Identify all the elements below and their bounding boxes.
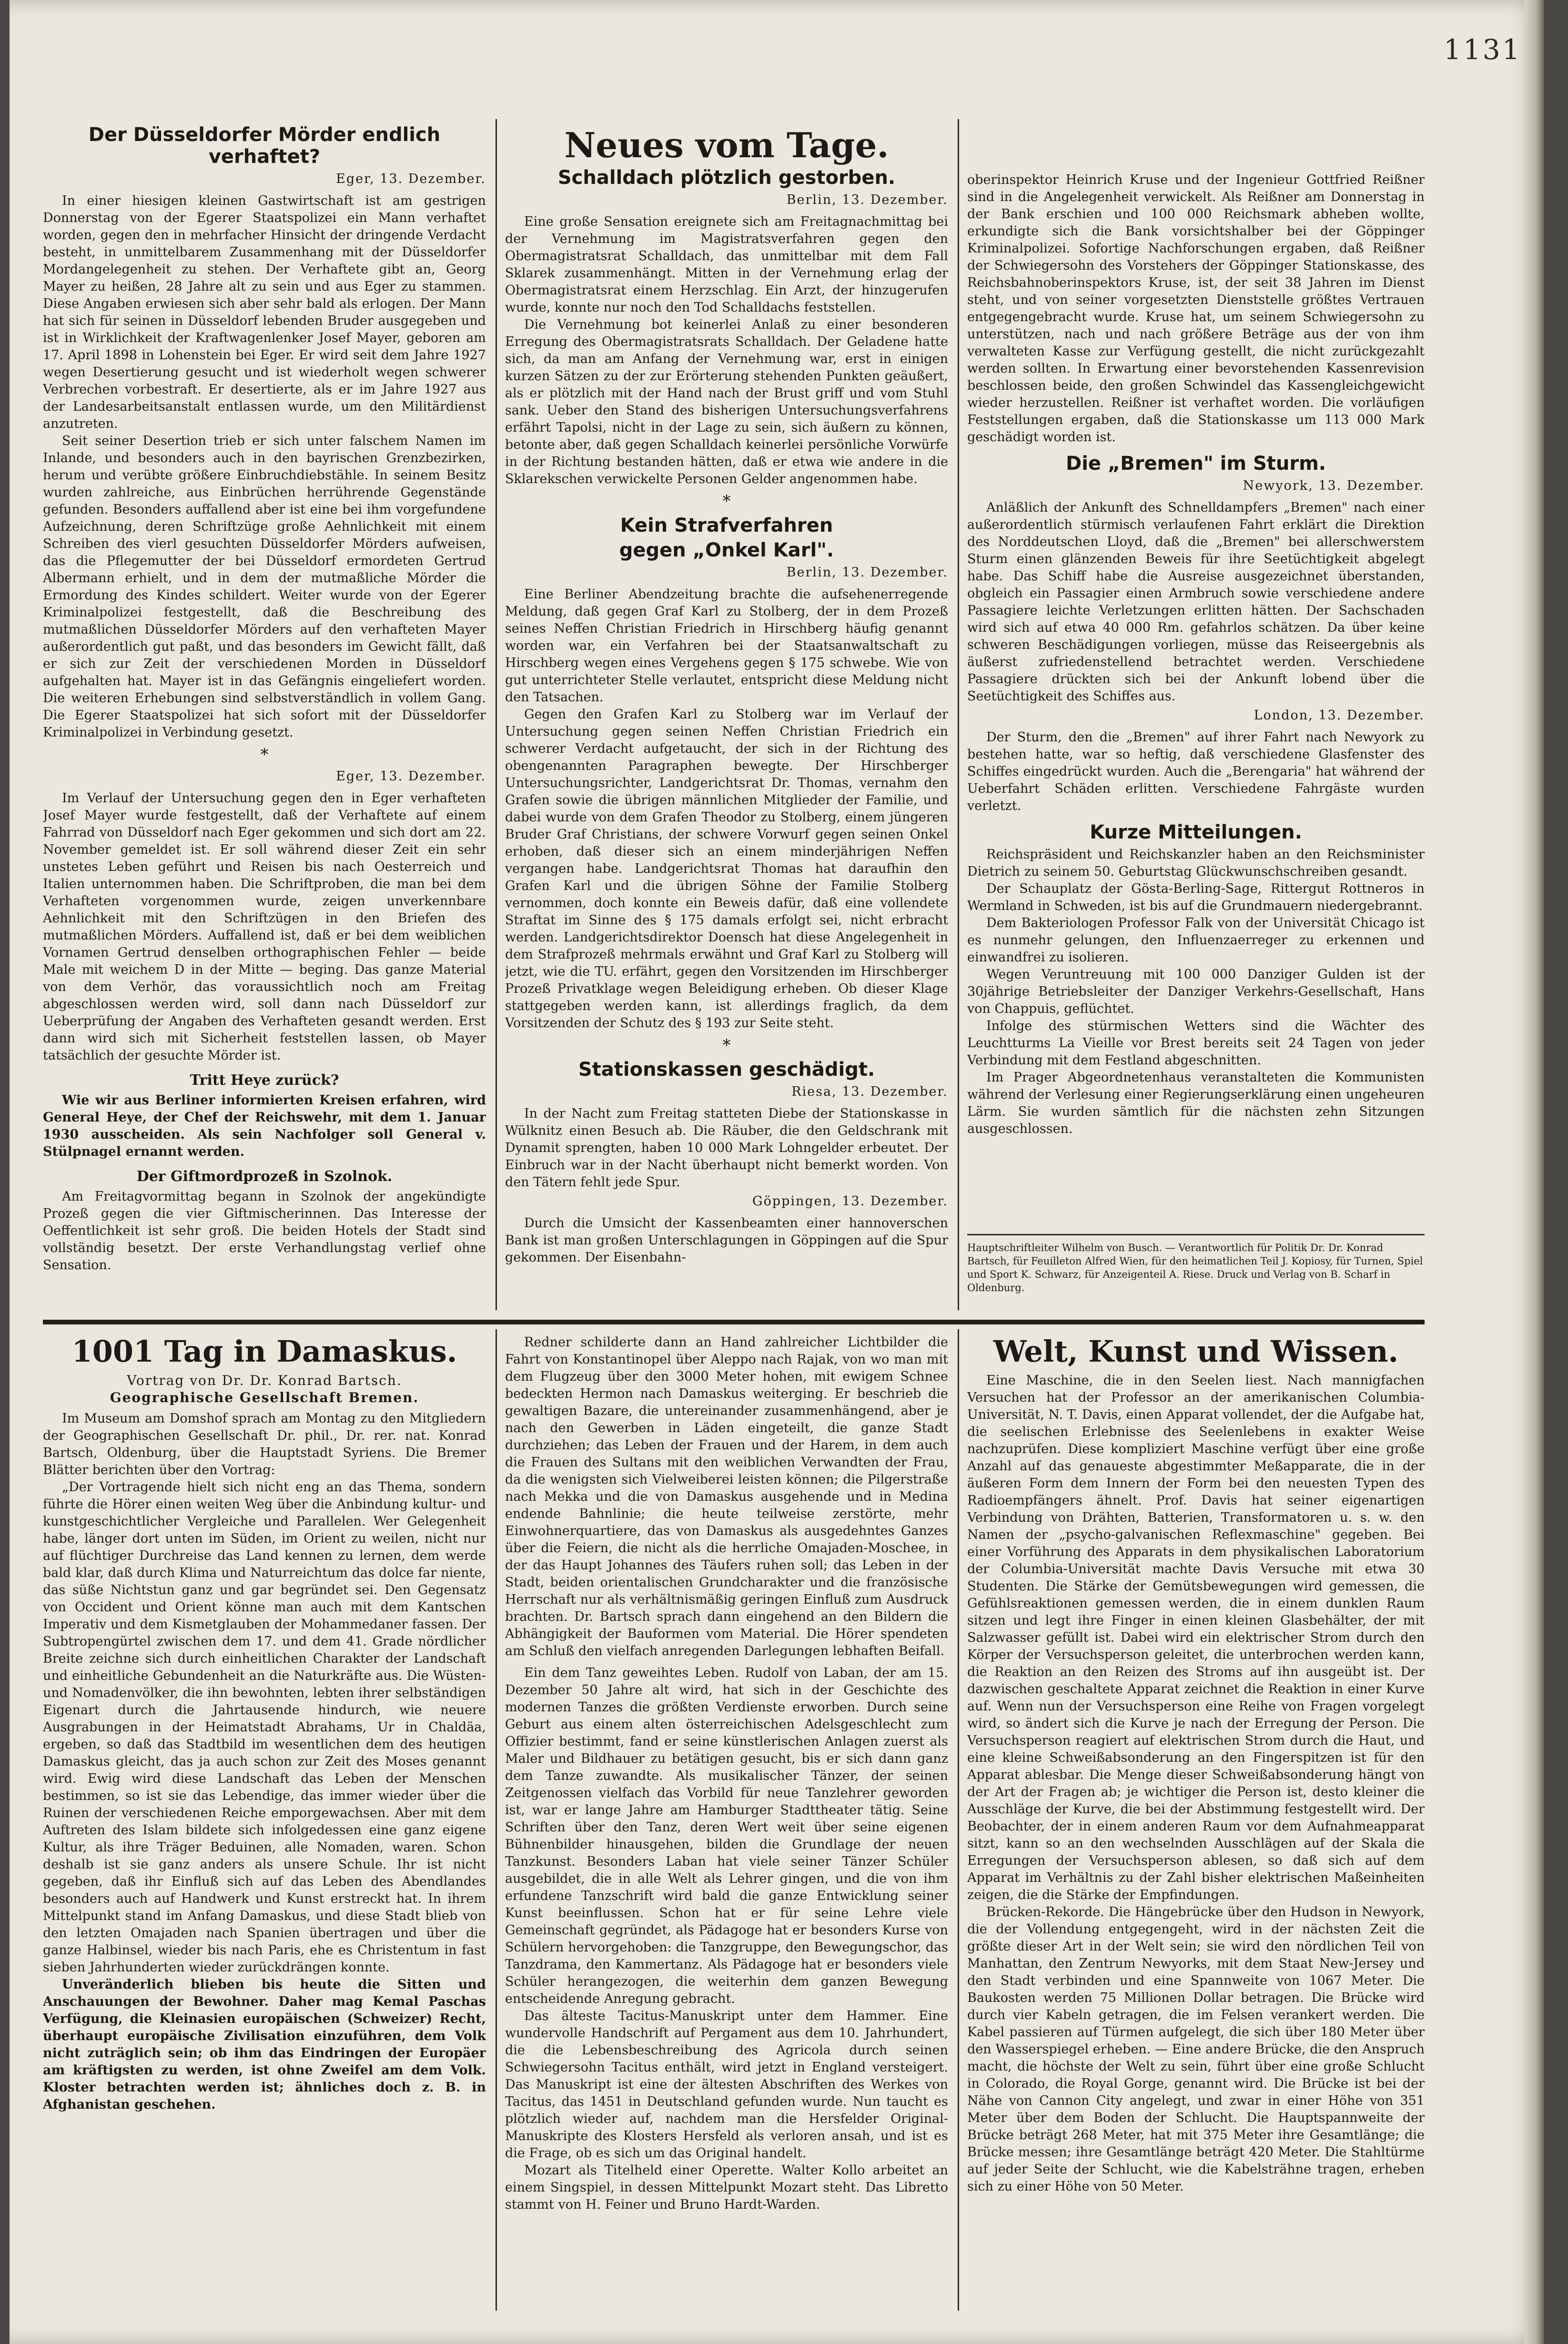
welt-kunst-wissen-headline: Welt, Kunst und Wissen. <box>993 1334 1399 1369</box>
stationskassen-headline: Stationskassen geschädigt. <box>578 1059 875 1081</box>
article-text: Eine Berliner Abendzeitung brachte die aufsehenerregende Meldung, daß gegen Graf Karl zu Stolberg, der in dem Prozeß seines Neffen Christian Friedrich in Hirschberg häufig genannt worden war, ein Verfahren bei der Staatsanwaltschaft zu Hirschberg wegen eines Vergehens gegen § 175 schwebe. Wie von gut unterrichteter Stelle verlautet, entspricht diese Meldung nicht den Tatsachen. <box>505 587 948 705</box>
column-2 <box>505 124 948 1310</box>
article-text: Infolge des stürmischen Wetters sind die Wächter des Leuchtturms La Vieille vor Brest bereits seit 24 Tagen von jeder Verbindung mit dem Festland abgeschnitten. <box>967 1019 1425 1068</box>
dateline: Berlin, 13. Dezember. <box>786 565 948 580</box>
article-text: Im Prager Abgeordnetenhaus veranstalteten die Kommunisten während der Verlesung einer Regierungserklärung einen ungeheuren Lärm. Sie wurden sämtlich für die nächsten zehn Sitzungen ausgeschlossen. <box>967 1070 1425 1136</box>
article-text: Am Freitagvormittag begann in Szolnok der angekündigte Prozeß gegen die vier Giftmischerinnen. Das Interesse der Oeffentlichkeit ist sehr groß. Die beiden Hotels der Stadt sind vollständig besetzt. Der erste Verhandlungstag verlief ohne Sensation. <box>43 1189 486 1273</box>
article-text: Eine große Sensation ereignete sich am Freitagnachmittag bei der Vernehmung im Magistratsverfahren gegen den Obermagistratsrat Schalldach, das unmittelbar mit dem Fall Sklarek zusammenhängt. Mitten in der Vernehmung erlag der Obermagistratsrat einem Herzschlag. Ein Arzt, der hinzugerufen wurde, konnte nur noch den Tod Schalldachs feststellen. <box>505 214 948 315</box>
imprint: Hauptschriftleiter Wilhelm von Busch. — Verantwortlich für Politik Dr. Dr. Konrad Bartsch, für Feuilleton Alfred Wien, für den heimatlichen Teil J. Kopiosy, für Turnen, Spiel und Sport K. Schwarz, für Anzeigenteil A. Riese. Druck und Verlag von B. Scharf in Oldenburg. <box>967 1242 1423 1293</box>
karl-headline-2: gegen „Onkel Karl". <box>619 539 834 561</box>
dateline: London, 13. Dezember. <box>1254 708 1425 723</box>
article-text: oberinspektor Heinrich Kruse und der Ingenieur Gottfried Reißner sind in die Angelegenheit verwickelt. Als Reißner am Donnerstag in der Bank erschien und 100 000 Reichsmark abheben wollte, erkundigte sich die Bank vorsichtshalber bei der Göppinger Kriminalpolizei. Sofortige Nachforschungen ergaben, daß Reißner der Schwiegersohn des Vorstehers der Göppinger Stationskasse, des Reichsbahnoberinspektors Kruse, ist, der seit 38 Jahren im Dienst steht, und von seiner vorgesetzten Dienststelle größtes Vertrauen entgegengebracht wurde. Kruse hat, um seinem Schwiegersohn zu unterstützen, nach und nach größere Beträge aus der von ihm verwalteten Kasse zur Verfügung gestellt, die nicht zurückgezahlt werden sollten. In Erwartung einer bevorstehenden Kassenrevision beschlossen beide, den großen Schwindel das Kassengleichgewicht wieder herzustellen. Reißner ist verhaftet worden. Die vorläufigen Feststellungen ergaben, daß die Stationskasse um 113 000 Mark geschädigt worden ist. <box>967 172 1425 445</box>
article-text: Anläßlich der Ankunft des Schnelldampfers „Bremen" nach einer außerordentlich stürmisch verlaufenen Fahrt erklärt die Direktion des Norddeutschen Lloyd, daß die „Bremen" bei allerschwerstem Sturm einen glänzenden Beweis für ihre Seetüchtigkeit abgelegt habe. Das Schiff habe die Ausreise ausgezeichnet überstanden, obgleich ein Passagier einen Armbruch sowie verschiedene andere Passagiere leichte Verletzungen erlitten hätten. Der Sachschaden wird sich auf etwa 40 000 Rm. gefahrlos schätzen. Da über keine schweren Beschädigungen vorliegen, müsse das Reiseergebnis als äußerst zufriedenstellend betrachtet werden. Verschiedene Passagiere drückten sich bei der Ankunft lobend über die Seetüchtigkeit des Schiffes aus. <box>967 500 1425 704</box>
bottom-column-2 <box>505 1334 948 2306</box>
page-number: 1131 <box>1444 33 1522 66</box>
damaskus-headline: 1001 Tag in Damaskus. <box>71 1334 457 1369</box>
dateline: Berlin, 13. Dezember. <box>786 192 948 207</box>
page-edge <box>1525 0 1544 2344</box>
article-text: Mozart als Titelheld einer Operette. Walter Kollo arbeitet an einem Singspiel, in dessen Mittelpunkt Mozart steht. Das Libretto stammt von H. Feiner und Bruno Hardt-Warden. <box>505 2163 948 2212</box>
article-text: Der Sturm, den die „Bremen" auf ihrer Fahrt nach Newyork zu bestehen hatte, war so heftig, daß verschiedene Glasfenster des Schiffes eingedrückt wurden. Auch die „Berengaria" hat während der Ueberfahrt Schäden erlitten. Verschiedene Fahrgäste wurden verletzt. <box>967 730 1425 813</box>
article-text: Durch die Umsicht der Kassenbeamten einer hannoverschen Bank ist man großen Unterschlagungen in Göppingen auf die Spur gekommen. Der Eisenbahn- <box>505 1216 948 1265</box>
heye-headline: Tritt Heye zurück? <box>190 1072 339 1089</box>
section-divider <box>43 1320 1425 1324</box>
lecture-subline: Vortrag von Dr. Dr. Konrad Bartsch. <box>127 1373 402 1388</box>
separator-star: * <box>260 745 269 764</box>
article-text: Dem Bakteriologen Professor Falk von der Universität Chicago ist es nunmehr gelungen, den Influenzaerreger zu erkennen und einwandfrei zu isolieren. <box>967 916 1425 965</box>
article-text: Im Museum am Domshof sprach am Montag zu den Mitgliedern der Geographischen Gesellschaft Dr. phil., Dr. rer. nat. Konrad Bartsch, Oldenburg, über die Hauptstadt Syriens. Die Bremer Blätter berichten über den Vortrag: <box>43 1411 486 1477</box>
dateline: Eger, 13. Dezember. <box>336 172 486 186</box>
article-text: Der Schauplatz der Gösta-Berling-Sage, Rittergut Rottneros in Wermland in Schweden, ist bis auf die Grundmauern niedergebrannt. <box>967 881 1425 913</box>
article-text: In einer hiesigen kleinen Gastwirtschaft ist am gestrigen Donnerstag von der Egerer Staatspolizei ein Mann verhaftet worden, gegen den in mehrfacher Hinsicht der dringende Verdacht besteht, in unmittelbarem Zusammenhang mit der Düsseldorfer Mordangelegenheit zu stehen. Der Verhaftete gibt an, Georg Mayer zu heißen, 28 Jahre alt zu sein und aus Eger zu stammen. Diese Angaben erwiesen sich aber sehr bald als erlogen. Der Mann hat sich für seinen in Düsseldorf lebenden Bruder ausgegeben und ist in Wirklichkeit der Kraftwagenlenker Josef Mayer, geboren am 17. April 1898 in Lohenstein bei Eger. Er wird seit dem Jahre 1927 wegen Desertierung gesucht und ist wiederholt wegen schwerer Verbrechen vorbestraft. Er desertierte, als er im Jahre 1927 aus der Landesarbeitsanstalt entlassen wurde, um den Militärdienst anzutreten. <box>43 193 486 431</box>
duesseldorf-headline: Der Düsseldorfer Mörder endlich verhaftet? <box>88 124 441 168</box>
separator-star: * <box>722 1036 731 1055</box>
article-text: „Der Vortragende hielt sich nicht eng an das Thema, sondern führte die Hörer einen weiten Weg über die Anbindung kultur- und kunstgeschichtlicher Vergleiche und Parallelen. Wer Gelegenheit habe, länger dort unten im Süden, im Orient zu weilen, nicht nur auf flüchtiger Durchreise das Land kennen zu lernen, dem werde bald klar, daß durch Klima und Naturreichtum das dolce far niente, das süße Nichtstun ganz und gar begründet sei. Den Gegensatz von Occident und Orient könne man auch mit dem Kantschen Imperativ und dem Kismetglauben der Mohammedaner fassen. Der Subtropengürtel zwischen dem 17. und dem 41. Grade nördlicher Breite zeichne sich durch einheitlichen Charakter der Landschaft und einheitliche Gebundenheit an die Naturkräfte aus. Die Wüsten- und Nomadenvölker, die ihn bewohnten, lebten ihrer selbständigen Eigenart durch die Jahrtausende hindurch, wie neuere Ausgrabungen in der Heimatstadt Abrahams, Ur in Chaldäa, ergeben, so daß das Stadtbild im wesentlichen dem des heutigen Damaskus gleicht, das ja auch schon zur Zeit des Moses genannt wird. Ewig wird diese Landschaft das Leben der Menschen bestimmen, so ist sie das Lebendige, das immer wieder über die Ruinen der verschiedenen Reiche emporgewachsen. Aber mit dem Auftreten des Islam bildete sich infolgedessen eine ganz eigene Kultur, als ihre Träger Beduinen, alle Nomaden, waren. Schon deshalb ist sie ganz anders als unsere Schule. Ihr ist nicht gegeben, daß ihr Einfluß sich auf das Leben des Abendlandes besonders auch auf Handwerk und Kunst erstreckt hat. In ihrem Mittelpunkt stand im Anfang Damaskus, und diese Stadt blieb von den letzten Omajaden nach Spanien übertragen und über die ganze Halbinsel, wieder bis nach Paris, ehe es Christentum in fast sieben Jahrhunderten wieder zurückdrängen konnte. <box>43 1480 486 1975</box>
article-text: Das älteste Tacitus-Manuskript unter dem Hammer. Eine wundervolle Handschrift auf Pergament aus dem 10. Jahrhundert, die die Lebensbeschreibung des Agricola durch seinen Schwiegersohn Tacitus enthält, wird jetzt in England versteigert. Das Manuskript ist eine der ältesten Abschriften des Werkes von Tacitus, das 1451 in Deutschland gefunden wurde. Nun taucht es plötzlich wieder auf, nachdem man die Hersfelder Original-Manuskripte des Klosters Hersfeld als verloren ansah, und ist es die Frage, ob es sich um das Original handelt. <box>505 2009 948 2161</box>
schalldach-headline: Schalldach plötzlich gestorben. <box>557 167 896 189</box>
article-text: Reichspräsident und Reichskanzler haben an den Reichsminister Dietrich zu seinem 50. Geburtstag Glückwunschschreiben gesandt. <box>967 847 1425 879</box>
article-text: Gegen den Grafen Karl zu Stolberg war im Verlauf der Untersuchung gegen seinen Neffen Christian Friedrich ein schwerer Verdacht aufgetaucht, der sich in der Richtung des obengenannten Paragraphen bewegte. Der Hirschberger Untersuchungsrichter, Landgerichtsrat Dr. Thomas, vernahm den Grafen sowie die übrigen männlichen Mitglieder der Familie, und dabei wurde von dem Grafen Theodor zu Stolberg, einem jüngeren Bruder Graf Christians, der schwere Vorwurf gegen seinen Onkel erhoben, daß dieser sich an einem minderjährigen Neffen vergangen habe. Landgerichtsrat Thomas hat daraufhin den Grafen Karl und die übrigen Söhne der Familie Stolberg vernommen, doch konnte ein Beweis dafür, daß eine vollendete Straftat im Sinne des § 175 damals erfolgt sei, nicht erbracht werden. Landgerichtsdirektor Doensch hat diese Angelegenheit in dem Strafprozeß mehrmals erwähnt und Graf Karl zu Stolberg will jetzt, wie die TU. erfährt, gegen den Vorsitzenden im Hirschberger Prozeß Privatklage wegen Beleidigung erheben. Ob dieser Klage stattgegeben werden kann, ist allerdings fraglich, da dem Vorsitzenden der Schutz des § 193 zur Seite steht. <box>505 707 948 1031</box>
article-text: Die Vernehmung bot keinerlei Anlaß zu einer besonderen Erregung des Obermagistratsrats Schalldach. Der Geladene hatte sich, da man am Anfang der Vernehmung war, erst in einigen kurzen Sätzen zu der zur Erörterung stehenden Punkten geäußert, als er plötzlich mit der Hand nach der Brust griff und vom Stuhl sank. Ueber den Stand des bisherigen Untersuchungsverfahrens erfährt Tapolsi, nicht in der Lage zu sein, sich äußern zu können, betonte aber, daß gegen Schalldach keinerlei persönliche Vorwürfe in der Richtung bestanden hätten, daß er etwa wie andere in die Sklarekschen verwickelte Personen Gelder angenommen habe. <box>505 317 948 486</box>
column-rule <box>958 119 959 1310</box>
article-text: Seit seiner Desertion trieb er sich unter falschem Namen im Inlande, und besonders auch in den bayrischen Grenzbezirken, herum und verübte größere Einbruchdiebstähle. In seinem Besitz wurden zahlreiche, aus Einbrüchen herrührende Gegenstände gefunden. Besonders auffallend aber ist eine bei ihm vorgefundene Aufzeichnung, deren Schriftzüge große Aehnlichkeit mit einem Schreiben des vierl gesuchten Düsseldorfer Mörders aufweisen, das die Pflegemutter der bei Düsseldorf ermordeten Gertrud Albermann erhielt, und in dem der mutmaßliche Mörder die Ermordung des Kindes schildert. Weiter wurde von der Egerer Kriminalpolizei festgestellt, daß die Beschreibung des mutmaßlichen Düsseldorfer Mörders auf den verhafteten Mayer außerordentlich gut paßt, und das besonders im Gewicht fällt, daß er sich zur Zeit der verschiedenen Morden in Düsseldorf aufgehalten hat. Mayer ist in das Gefängnis eingeliefert worden. Die weiteren Erhebungen sind selbstverständlich in vollem Gang. Die Egerer Staatspolizei hat sich sofort mit der Düsseldorfer Kriminalpolizei in Verbindung gesetzt. <box>43 434 486 740</box>
column-rule <box>958 1329 959 2311</box>
imprint-rule <box>967 1234 1425 1235</box>
separator-star: * <box>722 492 731 511</box>
giftmord-headline: Der Giftmordprozeß in Szolnok. <box>136 1168 393 1185</box>
article-text: Eine Maschine, die in den Seelen liest. Nach mannigfachen Versuchen hat der Professor an der amerikanischen Columbia-Universität, N. T. Davis, einen Apparat vollendet, der die Aufgabe hat, die seelischen Erlebnisse des Seelenlebens in exakter Weise nachzuprüfen. Diese kompliziert Maschine verfügt über eine große Anzahl auf das genaueste abgestimmter Meßapparate, die in der äußeren Form dem Innern der Form bei den neuesten Typen des Radioempfängers ähnelt. Prof. Davis hat seiner eigenartigen Verbindung von Drähten, Batterien, Transformatoren u. s. w. den Namen der „psycho-galvanischen Reflexmaschine" gegeben. Bei einer Vorführung des Apparats in dem physikalischen Laboratorium der Columbia-Universität machte Davis Versuche mit etwa 30 Studenten. Die Stärke der Gemütsbewegungen wird gemessen, die Gefühlsreaktionen gemessen werden, die in einem dunklen Raum sitzen und legt ihre Finger in einen kleinen Glasbehälter, der mit Salzwasser gefüllt ist. Dabei wird ein elektrischer Strom durch den Körper der Versuchsperson geleitet, die unterbrochen werden kann, die Reaktion an den Reizen des Stroms auf ihn ausgeübt ist. Der dazwischen geschaltete Apparat zeichnet die Reaktion in einer Kurve auf. Wenn nun der Versuchsperson eine Reihe von Fragen vorgelegt wird, so ändert sich die Kurve je nach der Erregung der Person. Die Versuchsperson reagiert auf elektrischen Strom durch die Haut, und eine kleine Schweißabsonderung an den Fingerspitzen ist für den Apparat ablesbar. Die Menge dieser Schweißabsonderung hängt von der Art der Fragen ab; je wichtiger die Person ist, desto kleiner die Ausschläge der Kurve, die bei der Abstimmung festgestellt wird. Der Beobachter, der in einem anderen Raum vor dem Aufnahmeapparat sitzt, kann so an den wechselnden Ausschlägen auf der Skala die Erregungen der Versuchsperson ablesen, so daß sich auf dem Apparat im Verhältnis zu der Zahl bisher elektrischen Maßeinheiten zeigen, die die Stärke der Empfindungen. <box>967 1373 1425 1902</box>
article-text: Unveränderlich blieben bis heute die Sitten und Anschauungen der Bewohner. Daher mag Kemal Paschas Verfügung, die Kleinasien europäischen (Schweizer) Recht, überhaupt europäische Zivilisation einzuführen, dem Volk nicht zuträglich sein; ob ihm das Eindringen der Europäer am kräftigsten zu werden, ist ohne Zweifel am dem Volk. Kloster betrachten werden ist; ähnliches doch z. B. in Afghanistan geschehen. <box>43 1977 486 2112</box>
article-text: Redner schilderte dann an Hand zahlreicher Lichtbilder die Fahrt von Konstantinopel über Aleppo nach Rajak, von wo man mit dem Flugzeug über den 3000 Meter hohen, mit ewigem Schnee bedeckten Hermon nach Damaskus weiterging. Er beschrieb die gewaltigen Bazare, die untereinander zusammenhängend, aber je nach den Gewerben in Läden eingeteilt, die ganze Stadt durchziehen; das Leben der Frauen und der Harem, in dem auch die Frauen des Sultans mit den weiblichen Verwandten der Frau, da die wenigsten sich Vielweiberei leisten können; die Pilgerstraße nach Mekka und die von Damaskus ausgehende und in Medina endende Bahnlinie; die heute teilweise zerstörte, mehr Einwohnerquartiere, das von Damaskus als ausgedehntes Ganzes über die Feiern, die nicht als die herrliche Omajaden-Moschee, in der das Haupt Johannes des Täufers ruhen soll; das Leben in der Stadt, beiden orientalischen Grundcharakter und die französische Herrschaft nur als verhältnismäßig geringen Einfluß zum Ausdruck brachten. Dr. Bartsch sprach dann eingehend an den Bildern die Abhängigkeit der Bauformen vom Material. Die Hörer spendeten am Schluß den vielfach anregenden Darlegungen lebhaften Beifall. <box>505 1335 948 1658</box>
society-subline: Geographische Gesellschaft Bremen. <box>110 1390 419 1405</box>
dateline: Eger, 13. Dezember. <box>336 769 486 784</box>
section-title: Neues vom Tage. <box>564 125 889 165</box>
column-rule <box>496 119 497 1310</box>
column-1 <box>43 124 486 1310</box>
dateline: Göppingen, 13. Dezember. <box>752 1194 948 1209</box>
bottom-column-3 <box>967 1334 1425 2306</box>
article-text: Im Verlauf der Untersuchung gegen den in Eger verhafteten Josef Mayer wurde festgestellt, daß der Verhaftete auf einem Fahrrad von Düsseldorf nach Eger gekommen und sich dort am 22. November gemeldet ist. Er soll während dieser Zeit ein sehr unstetes Leben geführt und Reisen bis nach Oesterreich und Italien unternommen haben. Die Schriftproben, die man bei dem Verhafteten vorgenommen wurde, zeigen unverkennbare Aehnlichkeit mit den Schriftzügen in den Briefen des mutmaßlichen Mörders. Auffallend ist, daß er bei dem weiblichen Vornamen Gertrud denselben orthographischen Fehler — beide Male mit weichem D in der Mitte — beging. Das ganze Material von dem Verhör, das voraussichtlich noch am Freitag abgeschlossen werden wird, soll dann nach Düsseldorf zur Ueberprüfung der Angaben des Verhafteten gesandt werden. Erst dann wird sich mit Sicherheit feststellen lassen, ob Mayer tatsächlich der gesuchte Mörder ist. <box>43 791 486 1063</box>
column-rule <box>496 1329 497 2311</box>
dateline: Newyork, 13. Dezember. <box>1243 478 1425 493</box>
dateline: Riesa, 13. Dezember. <box>791 1084 948 1099</box>
article-text: Ein dem Tanz geweihtes Leben. Rudolf von Laban, der am 15. Dezember 50 Jahre alt wird, hat sich in der Geschichte des modernen Tanzes die größten Verdienste erworben. Durch seine Geburt aus einem alten österreichischen Adelsgeschlecht zum Offizier bestimmt, fand er seine künstlerischen Anlagen zuerst als Maler und Bildhauer zu betätigen gesucht, bis er sich dann ganz dem Tanze zuwandte. Als musikalischer Tänzer, der seinen Zeitgenossen vielfach das Vorbild für neue Tanzlehrer geworden ist, war er lange Jahre am Hamburger Stadttheater tätig. Seine Schriften über den Tanz, deren Wert weit über seine eigenen Bühnenbilder hinausgehen, bilden die Grundlage der neuen Tanzkunst. Besonders Laban hat viele seiner Tänzer Schüler ausgebildet, die in alle Welt als Lehrer gingen, und die von ihm erfundene Tanzschrift wird bald die ganze Entwicklung seiner Kunst beeinflussen. Schon hat er für seine Lehre viele Gemeinschaft gegründet, als Pädagoge hat er besonders Kurse von Schülern hervorgehoben: die Tanzgruppe, den Bewegungschor, das Tanzdrama, den Kammertanz. Als Pädagoge hat er besonders viele Schüler herangezogen, die weiterhin dem ganzen Bewegung entscheidende Anregung gebracht. <box>505 1666 948 2006</box>
column-3 <box>967 172 1425 1310</box>
newspaper-page <box>10 0 1544 2344</box>
kurze-mitteilungen-headline: Kurze Mitteilungen. <box>1090 821 1302 843</box>
article-text: In der Nacht zum Freitag statteten Diebe der Stationskasse in Wülknitz einen Besuch ab. Die Räuber, die den Geldschrank mit Dynamit sprengten, haben 10 000 Mark Lohngelder erbeutet. Der Einbruch war in der Nacht überhaupt nicht bemerkt worden. Von den Tätern fehlt jede Spur. <box>505 1106 948 1190</box>
article-text: Wie wir aus Berliner informierten Kreisen erfahren, wird General Heye, der Chef der Reichswehr, mit dem 1. Januar 1930 ausscheiden. Als sein Nachfolger soll General v. Stülpnagel ernannt werden. <box>43 1093 486 1159</box>
bremen-headline: Die „Bremen" im Sturm. <box>1066 453 1326 475</box>
bottom-column-1 <box>43 1334 486 2306</box>
article-text: Brücken-Rekorde. Die Hängebrücke über den Hudson in Newyork, die der Vollendung entgegengeht, wird in der nächsten Zeit die größte dieser Art in der Welt sein; sie wird den nördlichen Teil von Manhattan, den Zentrum Newyorks, mit dem Staat New-Jersey und den Stadt verbinden und eine Spannweite von 1067 Meter. Die Baukosten werden 75 Millionen Dollar betragen. Die Brücke wird durch vier Kabeln getragen, die im Felsen verankert werden. Die Kabel passieren auf Türmen aufgelegt, die sich über 180 Meter über den Wasserspiegel erheben. — Eine andere Brücke, die den Anspruch macht, die höchste der Welt zu sein, führt über eine große Schlucht in Colorado, die Royal Gorge, genannt wird. Die Brücke ist bei der Nähe von Cannon City angelegt, und zwar in einer Höhe von 351 Meter über dem Boden der Schlucht. Die Hauptspannweite der Brücke beträgt 268 Meter, hat mit 375 Meter ihre Gesamtlänge; die Brücke messen; ihre Gesamtlänge beträgt 420 Meter. Die Stahltürme auf jeder Seite der Schlucht, wie die Kabelsträhne tragen, erheben sich zu einer Höhe von 50 Meter. <box>967 1905 1425 2194</box>
article-text: Wegen Veruntreuung mit 100 000 Danziger Gulden ist der 30jährige Betriebsleiter der Danziger Verkehrs-Gesellschaft, Hans von Chappuis, geflüchtet. <box>967 967 1425 1016</box>
karl-headline-1: Kein Strafverfahren <box>620 515 833 536</box>
